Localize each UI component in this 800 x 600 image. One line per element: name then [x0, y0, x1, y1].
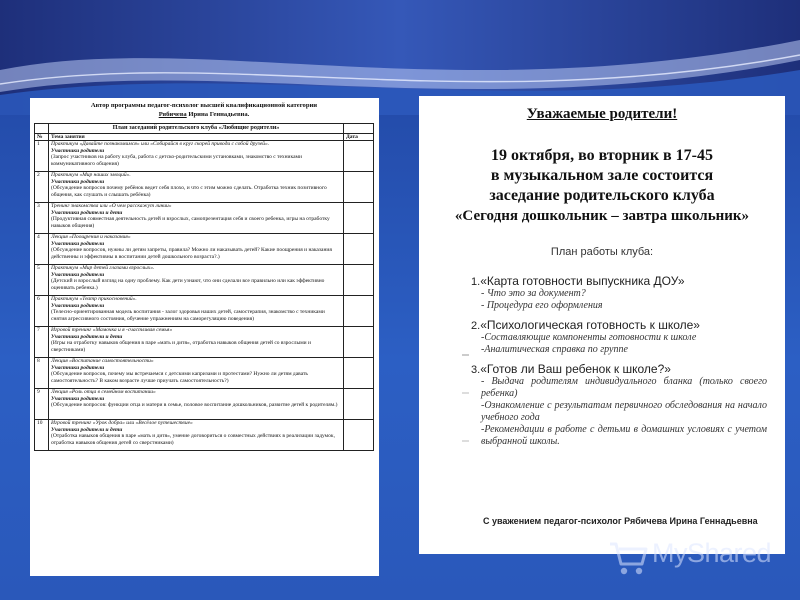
- row-topic: [49, 141, 344, 172]
- club-plan-title: План работы клуба:: [550, 246, 654, 258]
- plan-section-heading: «Психологическая готовность к школе»: [480, 318, 700, 332]
- plan-section-number: 3.: [471, 364, 481, 376]
- row-description: (Отработка навыков общения в паре «мать и дитя», умение договориться о совместных действиях в реализации задумок, отработка навыков общения детей со сверстниками): [51, 433, 335, 446]
- plan-section-title: [471, 318, 767, 332]
- row-date: [344, 172, 374, 203]
- watermark-text: MyShared: [652, 538, 772, 568]
- row-participants: Участники родители: [51, 271, 105, 278]
- announcement-event-line: заседание родительского клуба: [489, 187, 715, 204]
- author-line: Автор программы педагог-психолог высшей квалификационной категории: [90, 102, 318, 109]
- row-participants: Участники родители: [51, 147, 105, 154]
- announcement-body: [419, 146, 785, 226]
- table-row: [35, 141, 374, 172]
- table-row: [35, 389, 374, 420]
- row-date: [344, 203, 374, 234]
- table-row: [35, 203, 374, 234]
- row-number: 5: [35, 265, 49, 296]
- row-number: 1: [35, 141, 49, 172]
- row-topic: [49, 420, 344, 451]
- header-topic: Тема занятия: [49, 133, 344, 141]
- row-title: Игровой тренинг «Урок добра» или «Весёлое путешествие»: [51, 420, 193, 426]
- row-participants: Участники родители и дети: [51, 426, 123, 433]
- row-number: 8: [35, 358, 49, 389]
- plan-section-number: 2.: [471, 320, 481, 332]
- header-date: Дата: [344, 133, 374, 141]
- club-plan-table: [34, 123, 374, 451]
- row-topic: [49, 203, 344, 234]
- plan-section-heading: «Готов ли Ваш ребенок к школе?»: [480, 362, 671, 376]
- row-participants: Участники родители: [51, 364, 105, 371]
- row-topic: [49, 234, 344, 265]
- table-row: [35, 234, 374, 265]
- cart-icon: [606, 534, 652, 580]
- row-date: [344, 141, 374, 172]
- row-description: (Игры на отработку навыков общения в паре «мать и дитя», отработка навыков общения детей со взрослыми и сверстниками): [51, 340, 311, 353]
- row-participants: Участники родители и дети: [51, 209, 123, 216]
- row-description: (Продуктивная совместная деятельность детей и взрослых, самопрезентация себя и своего ребенка, игры на отработку навыков общения): [51, 216, 330, 229]
- table-row: [35, 296, 374, 327]
- row-description: (Обсуждение вопросов, почему мы встречаемся с детскими капризами и протестами? Нужно ли детям давать самостоятельность? В каком возрасте лучше приучать самостоятельность?): [51, 371, 308, 384]
- plan-section-item: -Ознакомление с результатам первичного обследования на начало учебного года: [481, 400, 767, 423]
- row-title: Практикум «Мир детей глазами взрослых».: [51, 265, 155, 271]
- row-date: [344, 296, 374, 327]
- row-participants: Участники родители: [51, 178, 105, 185]
- document-author: [34, 102, 374, 119]
- announcement-club-name: «Сегодня дошкольник – завтра школьник»: [454, 208, 750, 224]
- club-plan-sections: [471, 274, 767, 448]
- author-surname: Рябичева: [158, 110, 187, 118]
- table-row: [35, 327, 374, 358]
- plan-section-title: [471, 362, 767, 376]
- plan-section-item: - Что это за документ?: [481, 288, 586, 299]
- row-topic: [49, 389, 344, 420]
- table-row: [35, 172, 374, 203]
- plan-section-number: 1.: [471, 276, 481, 288]
- row-description: (Детский и взрослый взгляд на одну проблему. Как дети узнают, что они сделали все правильно или как эффективно оценивать ребенка.): [51, 278, 325, 291]
- plan-section-item: -Составляющие компоненты готовности к школе: [481, 332, 697, 343]
- row-title: Практикум «Давайте познакомимся» или «Собирайся в круг скорей приводи с собой друзей».: [51, 141, 270, 147]
- row-number: 4: [35, 234, 49, 265]
- row-title: Лекция «Роль отца в семейном воспитании»: [51, 389, 156, 395]
- row-description: (Телесно-ориентированная модель воспитания - залог здоровья наших детей, самостерапия, знакомство с техниками снятия агрессивного состояния, обучение упражнениям на саморегуляцию поведения): [51, 309, 325, 322]
- row-date: [344, 358, 374, 389]
- row-topic: [49, 172, 344, 203]
- row-title: Практикум «Театр прикосновений».: [51, 296, 137, 302]
- plan-rows: [35, 141, 374, 451]
- club-plan-document: [30, 98, 379, 576]
- table-row: [35, 265, 374, 296]
- row-participants: Участники родители: [51, 240, 105, 247]
- row-date: [344, 327, 374, 358]
- row-description: (Обсуждение вопросов: функции отца и матери в семье, половое воспитание дошкольников, развитие детей к родителям.): [51, 402, 338, 408]
- row-topic: [49, 358, 344, 389]
- plan-section-item: -Аналитическая справка по группе: [481, 344, 628, 355]
- plan-section-title: [471, 274, 767, 288]
- header-num: №: [35, 133, 49, 141]
- row-participants: Участники родители: [51, 302, 105, 309]
- signature: С уважением педагог-психолог Рябичева Ирина Геннадьевна: [483, 516, 758, 526]
- row-description: (Обсуждение вопросов, нужны ли детям запреты, правила? Можно ли наказывать детей? Какие поощрения и наказания действенны и эффективны в воспитании детей дошкольного возраста?.): [51, 247, 332, 260]
- row-title: Лекция «Воспитание самостоятельности»: [51, 358, 154, 364]
- author-given-names: Ирина Геннадьевна.: [188, 110, 250, 118]
- plan-section-item: -Рекомендации в работе с детьми в домашних условиях с учетом выбранной школы.: [481, 424, 767, 447]
- table-row: [35, 420, 374, 451]
- row-number: 7: [35, 327, 49, 358]
- row-number: 3: [35, 203, 49, 234]
- announcement-date-line: 19 октября, во вторник в 17-45: [490, 147, 714, 164]
- row-number: 9: [35, 389, 49, 420]
- plan-section-item: - Выдача родителям индивидуального бланка (только своего ребенка): [481, 376, 767, 399]
- row-number: 6: [35, 296, 49, 327]
- plan-section-item: - Процедура его оформления: [481, 300, 603, 311]
- row-number: 10: [35, 420, 49, 451]
- margin-marks: [461, 353, 471, 453]
- row-participants: Участники родители: [51, 395, 105, 402]
- row-date: [344, 420, 374, 451]
- row-description: (Запрос участников на работу клуба, работа с детско-родительскими установками, знакомство с техниками коммуникативного общения): [51, 154, 302, 167]
- row-title: Лекция «Поощрения и наказания»: [51, 234, 131, 240]
- plan-section-heading: «Карта готовности выпускника ДОУ»: [480, 274, 685, 288]
- row-date: [344, 389, 374, 420]
- row-date: [344, 265, 374, 296]
- announcement-place-line: в музыкальном зале состоится: [490, 167, 714, 184]
- row-topic: [49, 296, 344, 327]
- row-date: [344, 234, 374, 265]
- row-topic: [49, 327, 344, 358]
- row-title: Практикум «Мир наших эмоций».: [51, 172, 131, 178]
- row-title: Тренинг знакомства или «О чем расскажут линии»: [51, 203, 172, 209]
- row-title: Игровой тренинг «Мамочка и я -счастливая семья»: [51, 327, 173, 333]
- row-topic: [49, 265, 344, 296]
- row-participants: Участники родители и дети: [51, 333, 123, 340]
- row-number: 2: [35, 172, 49, 203]
- row-description: (Обсуждение вопросов почему ребёнок ведет себя плохо, и что с этим можно сделать. Отработка техник позитивного общения, как слушать и слышать ребёнка): [51, 185, 327, 198]
- table-caption: План заседаний родительского клуба «Любящие родители»: [49, 124, 344, 134]
- table-row: [35, 358, 374, 389]
- announcement-title: Уважаемые родители!: [526, 106, 678, 122]
- announcement-document: [419, 96, 785, 554]
